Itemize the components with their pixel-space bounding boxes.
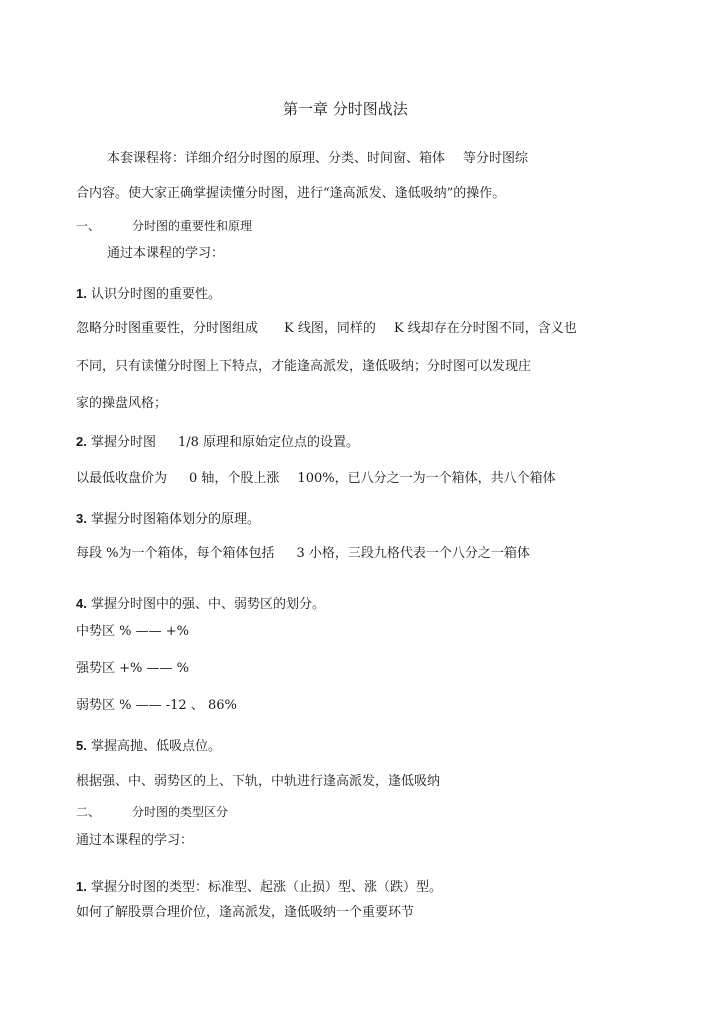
item-1-body-3: 家的操盘风格； [76, 396, 168, 411]
item-1-body-1c: K 线却存在分时图不同，含义也 [393, 321, 577, 336]
item-2-body-c: 100%，已八分之一为一个箱体，共八个箱体 [297, 471, 556, 486]
item-3-body-b: 3 小格，三段九格代表一个八分之一箱体 [296, 546, 530, 561]
item-2-body [76, 470, 556, 488]
item-4-number: 4. [76, 596, 87, 611]
weak-zone-range: 弱势区 % —— -12 、 86% [76, 698, 237, 713]
section-2-heading [76, 803, 228, 821]
item-5-heading [76, 737, 221, 756]
item-5-title: 掌握高抛、低吸点位。 [90, 739, 221, 754]
item-4-heading [76, 595, 325, 614]
item-3-heading [76, 510, 260, 529]
intro-text-a: 本套课程将：详细介绍分时图的原理、分类、时间窗、箱体 [107, 151, 446, 166]
item-2-body-a: 以最低收盘价为 [76, 471, 168, 486]
item-3-title: 掌握分时图箱体划分的原理。 [90, 512, 260, 527]
item-1-number: 1. [76, 286, 87, 301]
item-3-body [76, 545, 530, 563]
item-2-number: 2. [76, 434, 87, 449]
intro-text-b: 等分时图综 [463, 151, 529, 166]
item-2-title-b: 1/8 原理和原始定位点的设置。 [178, 435, 360, 450]
section-1-number: 一、 [76, 219, 101, 233]
item-2-heading [76, 433, 359, 452]
intro-line-1 [107, 150, 528, 168]
item-3-body-a: 每段 %为一个箱体，每个箱体包括 [76, 546, 275, 561]
section-2-item-1-heading [76, 878, 442, 897]
section-2-item-1-number: 1. [76, 879, 87, 894]
section-1-heading [76, 217, 252, 235]
intro-line-2: 合内容。使大家正确掌握读懂分时图，进行“逢高派发、逢低吸纳”的操作。 [76, 186, 506, 201]
item-1-body-1b: K 线图，同样的 [284, 321, 376, 336]
item-1-heading [76, 285, 221, 304]
section-2-item-1-body: 如何了解股票合理价位，逢高派发，逢低吸纳一个重要环节 [76, 905, 415, 920]
item-5-number: 5. [76, 738, 87, 753]
item-1-body-1 [76, 320, 577, 338]
item-1-title: 认识分时图的重要性。 [90, 287, 221, 302]
section-2-item-1-title: 掌握分时图的类型：标准型、起涨（止损）型、涨（跌）型。 [90, 880, 442, 895]
section-2-title: 分时图的类型区分 [132, 805, 229, 819]
item-1-body-1a: 忽略分时图重要性，分时图组成 [76, 321, 259, 336]
item-2-body-b: 0 轴，个股上涨 [189, 471, 280, 486]
item-3-number: 3. [76, 511, 87, 526]
section-2-number: 二、 [76, 805, 101, 819]
page-title: 第一章 分时图战法 [283, 100, 408, 118]
section-2-lead: 通过本课程的学习： [76, 833, 194, 848]
strong-zone-range: 强势区 +% —— % [76, 661, 189, 676]
section-1-lead: 通过本课程的学习： [107, 246, 225, 261]
item-2-title-a: 掌握分时图 [90, 435, 156, 450]
item-4-title: 掌握分时图中的强、中、弱势区的划分。 [90, 597, 325, 612]
mid-zone-range: 中势区 % —— +% [76, 624, 189, 639]
item-1-body-2: 不同，只有读懂分时图上下特点，才能逢高派发，逢低吸纳；分时图可以发现庄 [76, 359, 532, 374]
section-1-title: 分时图的重要性和原理 [132, 219, 253, 233]
item-5-body: 根据强、中、弱势区的上、下轨，中轨进行逢高派发，逢低吸纳 [76, 774, 441, 789]
